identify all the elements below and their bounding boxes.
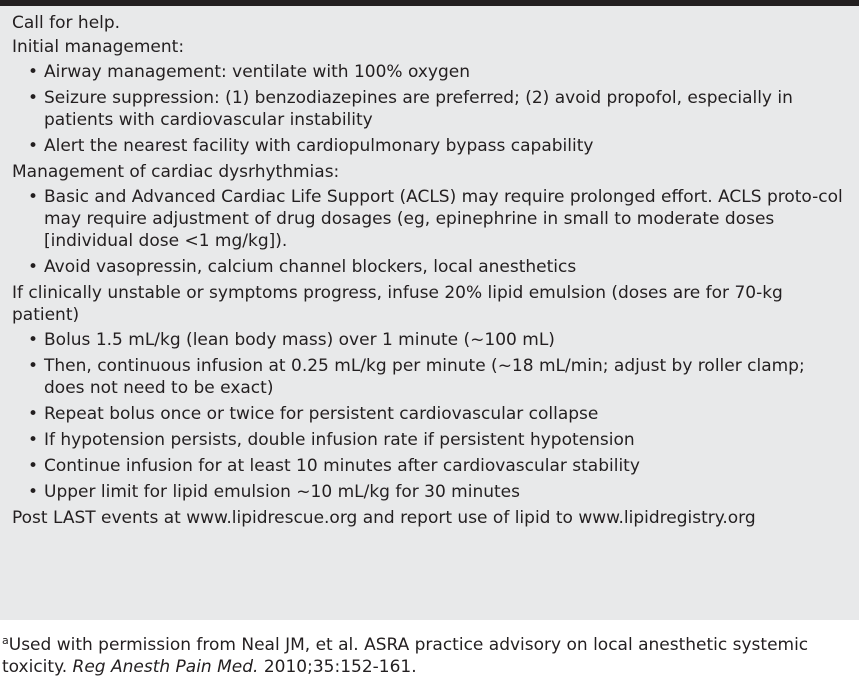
list-item: • Upper limit for lipid emulsion ~10 mL/kg for 30 minutes [12,481,849,503]
list-item: • Continue infusion for at least 10 minutes after cardiovascular stability [12,455,849,477]
list-lipid-emulsion [12,329,849,503]
table-footnote [0,620,859,678]
footnote-journal: Reg Anesth Pain Med. [72,657,259,677]
section-heading-dysrhythmias: Management of cardiac dysrhythmias: [12,162,340,182]
list-item: • Basic and Advanced Cardiac Life Support (ACLS) may require prolonged effort. ACLS proto-col may require adjustment of drug dosages (eg, epinephrine in small to moderate doses [individual dose <1 mg/kg]). [12,186,849,252]
list-item: • Alert the nearest facility with cardiopulmonary bypass capability [12,135,849,157]
list-item: • If hypotension persists, double infusion rate if persistent hypotension [12,429,849,451]
list-item: • Then, continuous infusion at 0.25 mL/kg per minute (~18 mL/min; adjust by roller clamp; does not need to be exact) [12,355,849,399]
post-last-events-line: Post LAST events at www.lipidrescue.org and report use of lipid to www.lipidregistry.org [12,508,756,528]
list-item: • Bolus 1.5 mL/kg (lean body mass) over 1 minute (~100 mL) [12,329,849,351]
footnote-marker: a [2,634,9,647]
list-item: • Airway management: ventilate with 100% oxygen [12,61,849,83]
list-item: • Seizure suppression: (1) benzodiazepines are preferred; (2) avoid propofol, especially in patients with cardiovascular instability [12,87,849,131]
list-initial-management [12,61,849,157]
table-body [0,6,859,620]
section-heading-lipid: If clinically unstable or symptoms progress, infuse 20% lipid emulsion (doses are for 70-kg patient) [12,283,783,325]
footnote-text: Used with permission from Neal JM, et al. ASRA practice advisory on local anesthetic systemic toxicity. [2,635,809,677]
list-item: • Repeat bolus once or twice for persistent cardiovascular collapse [12,403,849,425]
call-for-help-line: Call for help. [12,13,121,33]
footnote-citation: 2010;35:152-161. [258,657,417,677]
list-item: • Avoid vasopressin, calcium channel blockers, local anesthetics [12,256,849,278]
section-heading-initial: Initial management: [12,37,185,57]
list-dysrhythmias [12,186,849,278]
